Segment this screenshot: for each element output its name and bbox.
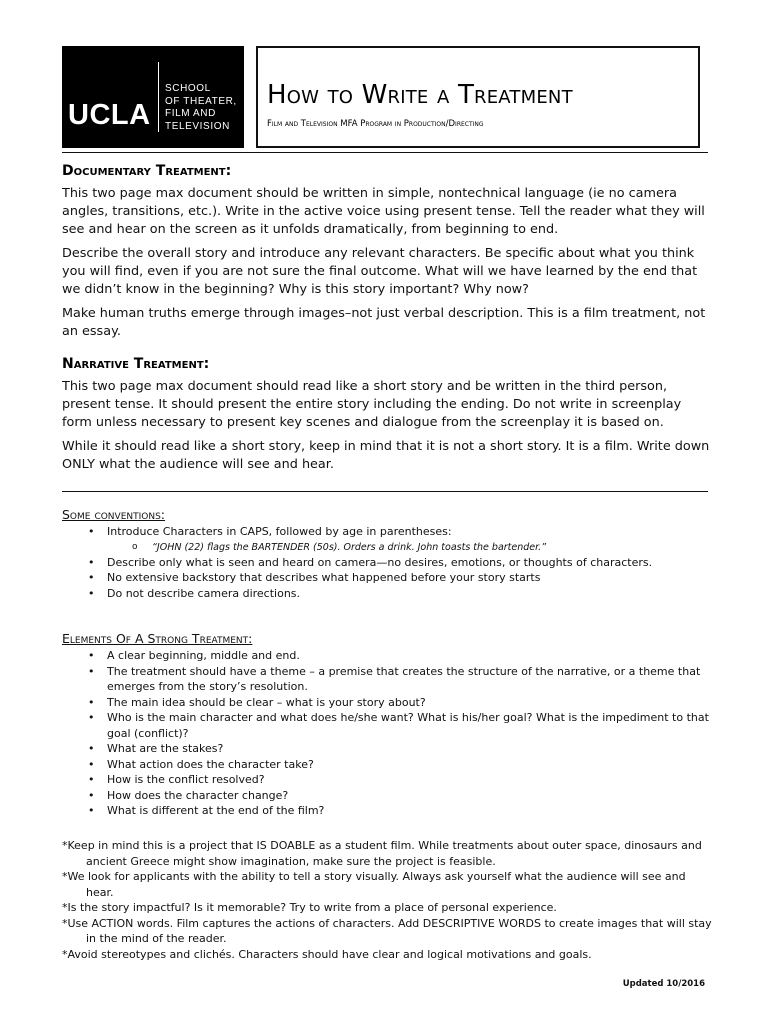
note-item: *Use ACTION words. Film captures the actions of characters. Add DESCRIPTIVE WORDS to create images that will stay in the mind of the reader. (62, 916, 712, 945)
list-item-text: The main idea should be clear – what is your story about? (107, 695, 426, 709)
list-item-text: What action does the character take? (107, 757, 314, 771)
list-item (62, 757, 712, 773)
logo-school-line: SCHOOL (165, 83, 211, 94)
updated-date: Updated 10/2016 (622, 979, 705, 989)
note-item: *Keep in mind this is a project that IS DOABLE as a student film. While treatments about outer space, dinosaurs and ancient Greece might show imagination, make sure the project is feasible. (62, 839, 702, 868)
bullet-icon: • (88, 525, 95, 538)
note-item: *We look for applicants with the ability to tell a story visually. Always ask yourself what the audience will see and hear. (62, 870, 686, 899)
bullet-icon: • (88, 788, 95, 802)
list-item-text: Do not describe camera directions. (107, 586, 301, 600)
documentary-paragraph: Make human truths emerge through images–not just verbal description. This is a film treatment, not an essay. (62, 306, 706, 339)
section-rule (62, 491, 708, 492)
header-rule (62, 152, 708, 153)
list-item-text: Introduce Characters in CAPS, followed by age in parentheses: (107, 525, 452, 538)
list-item (62, 803, 712, 819)
list-item (62, 788, 712, 804)
list-item-text: Who is the main character and what does he/she want? What is his/her goal? What is the impediment to that goal (conflict)? (107, 711, 709, 740)
bullet-icon: • (88, 742, 95, 755)
list-item (62, 695, 712, 711)
document-title: How to Write a Treatment (267, 80, 573, 110)
list-item-text: How is the conflict resolved? (107, 773, 265, 786)
elements-section (62, 631, 712, 819)
notes-section (62, 838, 712, 962)
narrative-heading: Narrative Treatment: (62, 356, 210, 372)
list-item-text: A clear beginning, middle and end. (107, 649, 300, 662)
conventions-section (62, 507, 712, 601)
note-item: *Avoid stereotypes and clichés. Characters should have clear and logical motivations and goals. (62, 947, 592, 961)
bullet-icon: • (88, 711, 95, 724)
list-item-text: What is different at the end of the film? (107, 804, 325, 817)
bullet-icon: • (88, 664, 95, 678)
bullet-icon: • (88, 586, 95, 600)
list-item-text: What are the stakes? (107, 742, 224, 755)
list-item (62, 524, 712, 540)
logo-school-line: OF THEATER, (165, 95, 237, 107)
logo-school-line: FILM AND (165, 108, 216, 119)
list-item (62, 570, 712, 586)
list-item (62, 741, 712, 757)
bullet-icon: • (88, 649, 95, 662)
circle-bullet-icon: o (132, 541, 138, 552)
list-item-text: No extensive backstory that describes what happened before your story starts (107, 571, 541, 584)
title-box (256, 46, 700, 148)
conventions-list (62, 524, 712, 601)
narrative-paragraph: While it should read like a short story, keep in mind that it is not a short story. It is a film. Write down ONLY what the audience will see and hear. (62, 439, 710, 472)
list-item (62, 555, 712, 571)
list-item-text: Describe only what is seen and heard on camera—no desires, emotions, or thoughts of characters. (107, 555, 653, 569)
example-text: “JOHN (22) flags the BARTENDER (50s). Orders a drink. John toasts the bartender.” (152, 541, 547, 553)
conventions-title: Some conventions: (62, 507, 166, 522)
logo-ucla-text: UCLA (68, 99, 151, 131)
list-item (62, 710, 712, 741)
bullet-icon: • (88, 757, 95, 771)
list-item-text: The treatment should have a theme – a premise that creates the structure of the narrative, or a theme that emerges from the story’s resolution. (107, 664, 701, 693)
documentary-paragraph: Describe the overall story and introduce any relevant characters. Be specific about what you think you will find, even if you are not sure the final outcome. What will we have learned by the end that we didn’t know in the beginning? Why is this story important? Why now? (62, 246, 698, 297)
note-item: *Is the story impactful? Is it memorable? Try to write from a place of personal experience. (62, 901, 557, 914)
bullet-icon: • (88, 695, 95, 709)
ucla-logo (62, 46, 244, 148)
elements-list (62, 648, 712, 819)
documentary-section (62, 163, 712, 347)
elements-title: Elements Of A Strong Treatment: (62, 631, 253, 646)
bullet-icon: • (88, 773, 95, 786)
bullet-icon: • (88, 804, 95, 817)
document-subtitle: Film and Television MFA Program in Production/Directing (267, 119, 484, 129)
logo-school-line: TELEVISION (165, 120, 230, 132)
list-item (62, 664, 712, 695)
documentary-heading: Documentary Treatment: (62, 163, 232, 179)
list-item-text: How does the character change? (107, 788, 289, 802)
list-subitem (62, 540, 712, 555)
narrative-section (62, 356, 712, 480)
list-item (62, 586, 712, 602)
bullet-icon: • (88, 555, 95, 569)
bullet-icon: • (88, 571, 95, 584)
list-item (62, 648, 712, 664)
documentary-paragraph: This two page max document should be written in simple, nontechnical language (ie no camera angles, transitions, etc.). Write in the active voice using present tense. Tell the reader what they will see and hear on the screen as it unfolds dramatically, from beginning to end. (62, 186, 705, 237)
logo-school-name (165, 83, 237, 133)
narrative-paragraph: This two page max document should read like a short story and be written in the third person, present tense. It should present the entire story including the ending. Do not write in screenplay form unless necessary to present key scenes and dialogue from the screenplay it is based on. (62, 379, 682, 430)
list-item (62, 772, 712, 788)
logo-divider (158, 62, 159, 132)
